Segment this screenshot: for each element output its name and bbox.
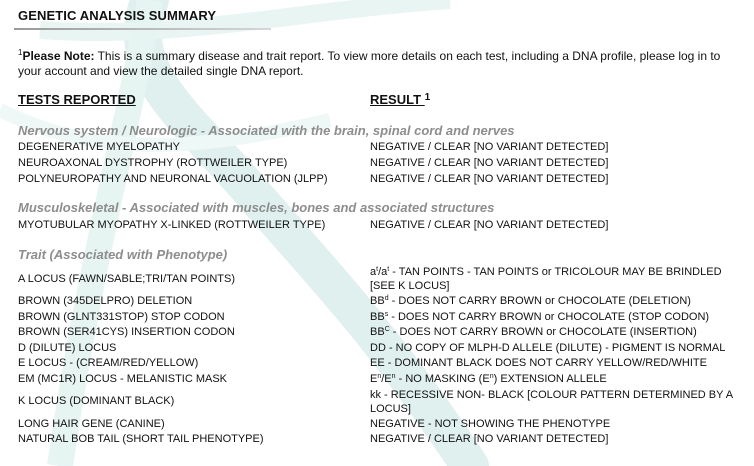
please-note-paragraph — [18, 49, 733, 79]
result-header: RESULT $^1$ — [370, 92, 431, 107]
category-title-nervous-system: Nervous system / Neurologic - Associated with the brain, spinal cord and nerves — [18, 123, 515, 138]
test-result: DD - NO COPY OF MLPH-D ALLELE (DILUTE) - PIGMENT IS NORMAL — [370, 342, 726, 354]
test-result: $BB^d$ - DOES NOT CARRY BROWN or CHOCOLATE (DELETION) — [370, 295, 691, 307]
test-name: POLYNEUROPATHY AND NEURONAL VACUOLATION (JLPP) — [18, 173, 328, 185]
test-result: NEGATIVE / CLEAR [NO VARIANT DETECTED] — [370, 433, 609, 445]
test-name: E LOCUS - (CREAM/RED/YELLOW) — [18, 357, 199, 369]
title-underline — [14, 28, 271, 30]
test-result: kk - RECESSIVE NON- BLACK [COLOUR PATTERN DETERMINED BY A LOCUS] — [370, 389, 733, 415]
test-name: NEUROAXONAL DYSTROPHY (ROTTWEILER TYPE) — [18, 157, 288, 169]
test-result: NEGATIVE / CLEAR [NO VARIANT DETECTED] — [370, 219, 609, 231]
test-name: A LOCUS (FAWN/SABLE;TRI/TAN POINTS) — [18, 273, 235, 285]
test-name: LONG HAIR GENE (CANINE) — [18, 418, 165, 430]
tests-reported-header: TESTS REPORTED — [18, 92, 136, 107]
report-title: GENETIC ANALYSIS SUMMARY — [18, 8, 217, 23]
test-result: $a^t/a^t$ - TAN POINTS - TAN POINTS or TRICOLOUR MAY BE BRINDLED [SEE K LOCUS] — [370, 266, 722, 292]
category-title-musculoskeletal: Musculoskeletal - Associated with muscles, bones and associated structures — [18, 200, 495, 215]
test-name: NATURAL BOB TAIL (SHORT TAIL PHENOTYPE) — [18, 433, 264, 445]
test-name: K LOCUS (DOMINANT BLACK) — [18, 395, 175, 407]
test-name: DEGENERATIVE MYELOPATHY — [18, 141, 180, 153]
test-name: D (DILUTE) LOCUS — [18, 342, 117, 354]
test-result: $BB^C$ - DOES NOT CARRY BROWN or CHOCOLATE (INSERTION) — [370, 326, 697, 338]
test-result: NEGATIVE / CLEAR [NO VARIANT DETECTED] — [370, 141, 609, 153]
test-name: BROWN (GLNT331STOP) STOP CODON — [18, 311, 225, 323]
note-label: Please Note: — [22, 49, 95, 63]
test-result: NEGATIVE / CLEAR [NO VARIANT DETECTED] — [370, 157, 609, 169]
note-text: This is a summary disease and trait report. To view more details on each test, including a DNA profile, please log in to your account and view the detailed single DNA report. — [18, 49, 721, 78]
test-name: BROWN (SER41CYS) INSERTION CODON — [18, 326, 235, 338]
test-result: NEGATIVE / CLEAR [NO VARIANT DETECTED] — [370, 173, 609, 185]
test-name: BROWN (345DELPRO) DELETION — [18, 295, 193, 307]
note-footnote-marker: 1 — [18, 48, 23, 57]
test-result: NEGATIVE - NOT SHOWING THE PHENOTYPE — [370, 418, 611, 430]
test-result: EE - DOMINANT BLACK DOES NOT CARRY YELLOW/RED/WHITE — [370, 357, 707, 369]
test-name: EM (MC1R) LOCUS - MELANISTIC MASK — [18, 373, 228, 385]
test-result: $E^n/E^n$ - NO MASKING $(E^n)$ EXTENSION ALLELE — [370, 373, 607, 385]
test-name: MYOTUBULAR MYOPATHY X-LINKED (ROTTWEILER TYPE) — [18, 219, 326, 231]
category-title-trait: Trait (Associated with Phenotype) — [18, 247, 228, 262]
result-header-label: RESULT — [370, 92, 422, 107]
test-result: $BB^s$ - DOES NOT CARRY BROWN or CHOCOLATE (STOP CODON) — [370, 311, 710, 323]
